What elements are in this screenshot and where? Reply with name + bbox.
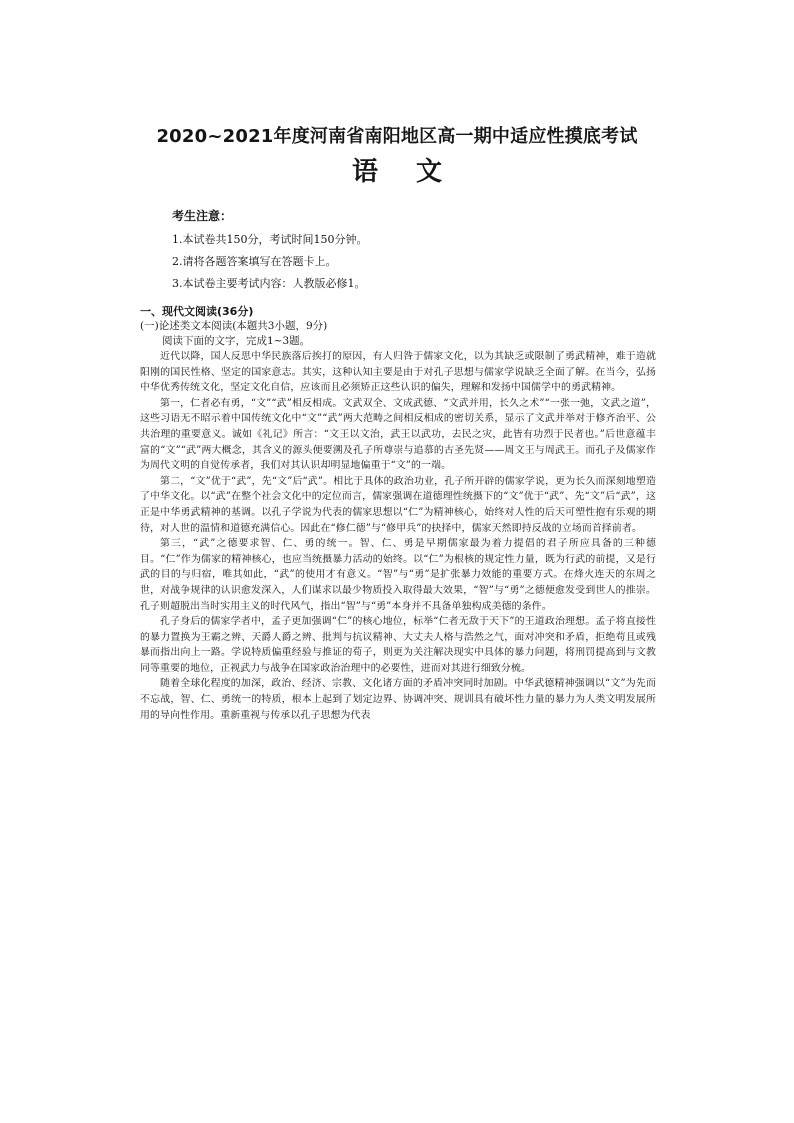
passage-paragraph-2: 第一，仁者必有勇，“文”“武”相反相成。文武双全、文成武德、“文武并用，长久之术”“一张一弛，文武之道”，这些习语无不昭示着中国传统文化中“文”“武”两大范畴之间相反相成的密切关系，显示了文武并举对于修齐治平、公共治理的重要意义。诚如《礼记》所言：“文王以文治，武王以武功，去民之灾，此皆有功烈于民者也。”后世意蕴丰富的“文”“武”两大概念，其含义的源头便要溯及孔子所尊崇与追慕的古圣先贤——周文王与周武王。而孔子及儒家作为周代文明的自觉传承者，我们对其认识却明显地偏重于“文”的一端。 (140, 397, 656, 472)
reading-section (140, 304, 656, 723)
subject-title: 语文 (351, 157, 480, 187)
notice-item-1: 1.本试卷共150分，考试时间150分钟。 (172, 233, 368, 246)
notice-item-2: 2.请将各题答案填写在答题卡上。 (172, 255, 337, 268)
passage-paragraph-3: 第二，“文”优于“武”，先“文”后“武”。相比于具体的政治功业，孔子所开辟的儒家学说，更为长久而深刻地塑造了中华文化。以“武”在整个社会文化中的定位而言，儒家强调在道德理性统摄下的“文”优于“武”、先“文”后“武”，这正是中华勇武精神的基调。以孔子学说为代表的儒家思想以“仁”为精神核心，始终对人性的后天可塑性抱有乐观的期待，对人世的温情和道德充满信心。因此在“修仁德”与“修甲兵”的抉择中，儒家天然即持反战的立场而首择前者。 (140, 475, 656, 534)
notice-item-3: 3.本试卷主要考试内容：人教版必修1。 (172, 277, 366, 290)
exam-title: 2020~2021年度河南省南阳地区高一期中适应性摸底考试 (156, 126, 638, 147)
passage-paragraph-5: 孔子身后的儒家学者中，孟子更加强调“仁”的核心地位，标举“仁者无敌于天下”的王道政治理想。孟子将直接性的暴力置换为王霸之辨、天爵人爵之辨、批判与抗议精神、大丈夫人格与浩然之气，面对冲突和矛盾，拒绝苟且或残暴而指出向上一路。学说特质偏重经验与推证的荀子，则更为关注解决现实中具体的暴力问题，将刑罚提高到与文教同等重要的地位，正视武力与战争在国家政治治理中的必要性，进而对其进行细致分梳。 (140, 616, 656, 674)
reading-instruction: 阅读下面的文字，完成1~3题。 (162, 335, 311, 347)
passage-paragraph-1: 近代以降，国人反思中华民族落后挨打的原因，有人归咎于儒家文化，以为其缺乏或限制了勇武精神，难于造就阳刚的国民性格、坚定的国家意志。其实，这种认知主要是由于对孔子思想与儒家学说缺乏全面了解。在当今，弘扬中华优秀传统文化，坚定文化自信，应该而且必须矫正这些认识的偏失，理解和发扬中国儒学中的勇武精神。 (140, 351, 656, 394)
subsection-heading: (一)论述类文本阅读(本题共3小题，9分) (140, 320, 328, 332)
notice-heading: 考生注意： (172, 209, 233, 223)
passage-paragraph-6: 随着全球化程度的加深，政治、经济、宗教、文化诸方面的矛盾冲突同时加剧。中华武德精神强调以“文”为先而不忘战，智、仁、勇统一的特质，根本上起到了划定边界、协调冲突、规训具有破坏性力量的暴力为人类文明发展所用的导向性作用。重新重视与传承以孔子思想为代表 (140, 678, 656, 721)
passage-paragraph-4: 第三，“武”之德要求智、仁、勇的统一。智、仁、勇是早期儒家最为着力提倡的君子所应具备的三种德目。“仁”作为儒家的精神核心，也应当统摄暴力活动的始终。以“仁”为根核的规定性力量，既为行武的前提，又是行武的目的与归宿，唯其如此，“武”的使用才有意义。“智”与“勇”是扩张暴力效能的重要方式。在烽火连天的东周之世，对战争规律的认识愈发深入，人们谋求以最少物质投入取得最大效果，“智”与“勇”之德便愈发受到世人的推崇。孔子则超脱出当时实用主义的时代风气，指出“智”与“勇”本身并不具备单独构成美德的条件。 (140, 538, 656, 612)
section-heading: 一、现代文阅读(36分) (140, 305, 254, 318)
candidate-notice (172, 207, 632, 295)
